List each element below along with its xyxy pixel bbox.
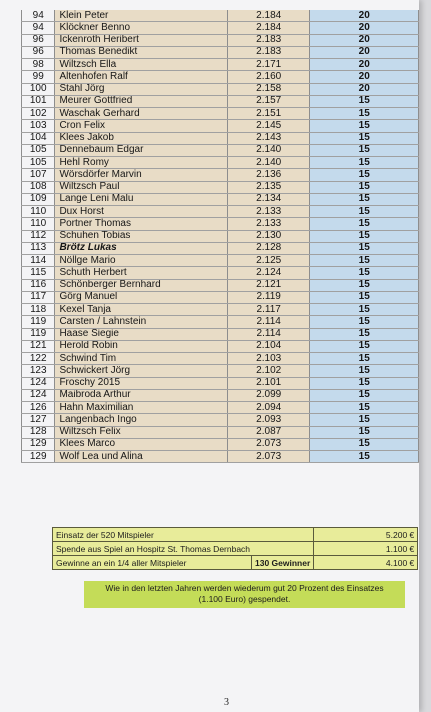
score-cell: 2.183 (227, 46, 309, 58)
table-row (22, 267, 419, 279)
stake-label: Einsatz der 520 Mitspieler (53, 528, 314, 542)
rank-cell: 109 (22, 193, 55, 205)
rank-cell: 124 (22, 377, 55, 389)
name-cell: Portner Thomas (55, 218, 228, 230)
name-cell: Schönberger Bernhard (55, 279, 228, 291)
table-row (22, 389, 419, 401)
table-row (22, 328, 419, 340)
table-row (22, 414, 419, 426)
ranking-table-body (22, 10, 419, 463)
rank-cell: 110 (22, 206, 55, 218)
name-cell: Nöllge Mario (55, 255, 228, 267)
name-cell: Lange Leni Malu (55, 193, 228, 205)
rank-cell: 119 (22, 316, 55, 328)
name-cell: Wiltzsch Felix (55, 426, 228, 438)
score-cell: 2.184 (227, 10, 309, 22)
rank-cell: 104 (22, 132, 55, 144)
winnings-label: Gewinne an ein 1/4 aller Mitspieler (53, 556, 252, 570)
table-row (22, 218, 419, 230)
prize-cell: 15 (310, 132, 419, 144)
table-row (22, 46, 419, 58)
rank-cell: 122 (22, 353, 55, 365)
table-row (22, 10, 419, 22)
table-row (22, 22, 419, 34)
score-cell: 2.102 (227, 365, 309, 377)
table-row (22, 120, 419, 132)
score-cell: 2.114 (227, 316, 309, 328)
score-cell: 2.157 (227, 95, 309, 107)
table-row (22, 438, 419, 450)
score-cell: 2.133 (227, 206, 309, 218)
score-cell: 2.125 (227, 255, 309, 267)
rank-cell: 110 (22, 218, 55, 230)
rank-cell: 108 (22, 181, 55, 193)
score-cell: 2.099 (227, 389, 309, 401)
prize-cell: 15 (310, 426, 419, 438)
table-row (22, 340, 419, 352)
rank-cell: 124 (22, 389, 55, 401)
donation-note-line2: (1.100 Euro) gespendet. (198, 594, 291, 604)
prize-cell: 15 (310, 279, 419, 291)
name-cell: Wolf Lea und Alina (55, 451, 228, 463)
name-cell: Cron Felix (55, 120, 228, 132)
prize-cell: 20 (310, 34, 419, 46)
prize-cell: 15 (310, 255, 419, 267)
name-cell: Klees Jakob (55, 132, 228, 144)
name-cell: Wörsdörfer Marvin (55, 169, 228, 181)
table-row (22, 291, 419, 303)
prize-cell: 15 (310, 389, 419, 401)
table-row (22, 242, 419, 254)
score-cell: 2.073 (227, 451, 309, 463)
rank-cell: 105 (22, 144, 55, 156)
score-cell: 2.158 (227, 83, 309, 95)
rank-cell: 113 (22, 242, 55, 254)
table-row (22, 255, 419, 267)
prize-cell: 15 (310, 169, 419, 181)
score-cell: 2.121 (227, 279, 309, 291)
rank-cell: 129 (22, 438, 55, 450)
name-cell: Froschy 2015 (55, 377, 228, 389)
rank-cell: 105 (22, 157, 55, 169)
prize-cell: 20 (310, 59, 419, 71)
table-row (22, 353, 419, 365)
name-cell: Herold Robin (55, 340, 228, 352)
score-cell: 2.093 (227, 414, 309, 426)
table-row (22, 108, 419, 120)
rank-cell: 96 (22, 34, 55, 46)
summary-table (52, 527, 418, 570)
table-row (22, 144, 419, 156)
score-cell: 2.134 (227, 193, 309, 205)
score-cell: 2.140 (227, 157, 309, 169)
table-row (22, 316, 419, 328)
donation-note-line1: Wie in den letzten Jahren werden wiederum gut 20 Prozent des Einsatzes (105, 583, 384, 593)
rank-cell: 96 (22, 46, 55, 58)
prize-cell: 20 (310, 10, 419, 22)
rank-cell: 127 (22, 414, 55, 426)
table-row (22, 95, 419, 107)
name-cell: Wiltzsch Paul (55, 181, 228, 193)
prize-cell: 15 (310, 95, 419, 107)
stake-amount: 5.200 € (314, 528, 418, 542)
summary-row-winnings (53, 556, 418, 570)
name-cell: Kexel Tanja (55, 304, 228, 316)
rank-cell: 121 (22, 340, 55, 352)
name-cell: Dennebaum Edgar (55, 144, 228, 156)
prize-cell: 15 (310, 120, 419, 132)
rank-cell: 118 (22, 304, 55, 316)
name-cell: Klein Peter (55, 10, 228, 22)
score-cell: 2.143 (227, 132, 309, 144)
name-cell: Haase Siegie (55, 328, 228, 340)
name-cell: Schuhen Tobias (55, 230, 228, 242)
score-cell: 2.094 (227, 402, 309, 414)
table-row (22, 59, 419, 71)
rank-cell: 98 (22, 59, 55, 71)
score-cell: 2.160 (227, 71, 309, 83)
prize-cell: 20 (310, 71, 419, 83)
prize-cell: 15 (310, 414, 419, 426)
name-cell: Klees Marco (55, 438, 228, 450)
donation-note (84, 581, 405, 608)
name-cell: Görg Manuel (55, 291, 228, 303)
winnings-amount: 4.100 € (314, 556, 418, 570)
name-cell: Stahl Jörg (55, 83, 228, 95)
table-row (22, 377, 419, 389)
name-cell: Altenhofen Ralf (55, 71, 228, 83)
rank-cell: 94 (22, 10, 55, 22)
table-row (22, 34, 419, 46)
name-cell: Wiltzsch Ella (55, 59, 228, 71)
prize-cell: 15 (310, 206, 419, 218)
table-row (22, 365, 419, 377)
prize-cell: 15 (310, 267, 419, 279)
prize-cell: 15 (310, 181, 419, 193)
prize-cell: 15 (310, 451, 419, 463)
rank-cell: 123 (22, 365, 55, 377)
table-row (22, 230, 419, 242)
score-cell: 2.130 (227, 230, 309, 242)
score-cell: 2.119 (227, 291, 309, 303)
prize-cell: 20 (310, 46, 419, 58)
rank-cell: 100 (22, 83, 55, 95)
score-cell: 2.184 (227, 22, 309, 34)
prize-cell: 15 (310, 328, 419, 340)
score-cell: 2.117 (227, 304, 309, 316)
score-cell: 2.104 (227, 340, 309, 352)
table-row (22, 206, 419, 218)
rank-cell: 94 (22, 22, 55, 34)
name-cell: Schwind Tim (55, 353, 228, 365)
name-cell: Klöckner Benno (55, 22, 228, 34)
rank-cell: 107 (22, 169, 55, 181)
name-cell: Meurer Gottfried (55, 95, 228, 107)
table-row (22, 83, 419, 95)
score-cell: 2.135 (227, 181, 309, 193)
prize-cell: 15 (310, 377, 419, 389)
prize-cell: 15 (310, 353, 419, 365)
score-cell: 2.183 (227, 34, 309, 46)
prize-cell: 15 (310, 402, 419, 414)
table-row (22, 402, 419, 414)
score-cell: 2.101 (227, 377, 309, 389)
score-cell: 2.073 (227, 438, 309, 450)
table-row (22, 157, 419, 169)
name-cell: Ickenroth Heribert (55, 34, 228, 46)
ranking-table (21, 10, 419, 463)
table-row (22, 181, 419, 193)
rank-cell: 102 (22, 108, 55, 120)
name-cell: Thomas Benedikt (55, 46, 228, 58)
prize-cell: 15 (310, 218, 419, 230)
score-cell: 2.145 (227, 120, 309, 132)
rank-cell: 101 (22, 95, 55, 107)
name-cell: Hehl Romy (55, 157, 228, 169)
score-cell: 2.103 (227, 353, 309, 365)
prize-cell: 20 (310, 83, 419, 95)
rank-cell: 115 (22, 267, 55, 279)
table-row (22, 193, 419, 205)
summary-row-stake (53, 528, 418, 542)
table-row (22, 304, 419, 316)
name-cell: Maibroda Arthur (55, 389, 228, 401)
name-cell: Schuth Herbert (55, 267, 228, 279)
prize-cell: 15 (310, 230, 419, 242)
table-row (22, 169, 419, 181)
score-cell: 2.151 (227, 108, 309, 120)
name-cell: Hahn Maximilian (55, 402, 228, 414)
prize-cell: 15 (310, 157, 419, 169)
prize-cell: 15 (310, 304, 419, 316)
rank-cell: 126 (22, 402, 55, 414)
score-cell: 2.124 (227, 267, 309, 279)
table-row (22, 426, 419, 438)
rank-cell: 128 (22, 426, 55, 438)
prize-cell: 15 (310, 438, 419, 450)
score-cell: 2.133 (227, 218, 309, 230)
summary-row-donation (53, 542, 418, 556)
prize-cell: 15 (310, 144, 419, 156)
name-cell: Langenbach Ingo (55, 414, 228, 426)
name-cell: Carsten / Lahnstein (55, 316, 228, 328)
prize-cell: 20 (310, 22, 419, 34)
rank-cell: 112 (22, 230, 55, 242)
page-number: 3 (224, 697, 229, 708)
name-cell: Brötz Lukas (55, 242, 228, 254)
table-row (22, 451, 419, 463)
winners-count: 130 Gewinner (252, 556, 314, 570)
prize-cell: 15 (310, 193, 419, 205)
prize-cell: 15 (310, 108, 419, 120)
prize-cell: 15 (310, 242, 419, 254)
rank-cell: 114 (22, 255, 55, 267)
table-row (22, 279, 419, 291)
rank-cell: 117 (22, 291, 55, 303)
prize-cell: 15 (310, 291, 419, 303)
score-cell: 2.140 (227, 144, 309, 156)
prize-cell: 15 (310, 340, 419, 352)
name-cell: Waschak Gerhard (55, 108, 228, 120)
prize-cell: 15 (310, 365, 419, 377)
prize-cell: 15 (310, 316, 419, 328)
score-cell: 2.171 (227, 59, 309, 71)
name-cell: Dux Horst (55, 206, 228, 218)
rank-cell: 103 (22, 120, 55, 132)
rank-cell: 99 (22, 71, 55, 83)
rank-cell: 129 (22, 451, 55, 463)
score-cell: 2.136 (227, 169, 309, 181)
donation-amount: 1.100 € (314, 542, 418, 556)
table-row (22, 71, 419, 83)
score-cell: 2.128 (227, 242, 309, 254)
rank-cell: 119 (22, 328, 55, 340)
table-row (22, 132, 419, 144)
donation-label: Spende aus Spiel an Hospitz St. Thomas Dernbach (53, 542, 314, 556)
rank-cell: 116 (22, 279, 55, 291)
score-cell: 2.114 (227, 328, 309, 340)
score-cell: 2.087 (227, 426, 309, 438)
name-cell: Schwickert Jörg (55, 365, 228, 377)
